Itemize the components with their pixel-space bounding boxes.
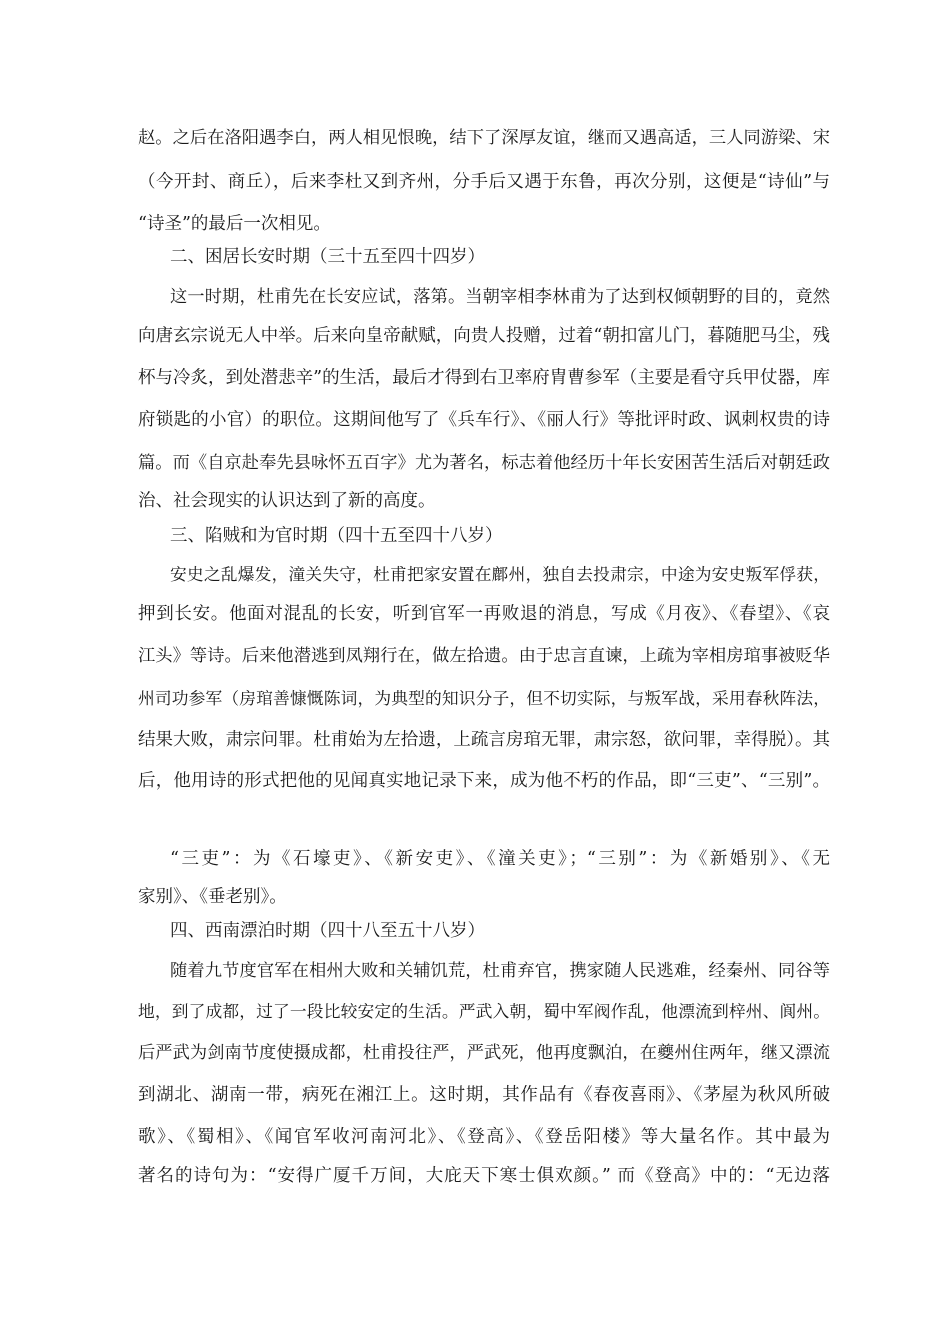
- section-heading-changan: 二、困居长安时期（三十五至四十四岁）: [170, 247, 485, 267]
- paragraph-xinan-line: 随着九节度官军在相州大败和关辅饥荒，杜甫弃官，携家随人民逃难，经秦州、同谷等: [170, 961, 830, 981]
- section-heading-xianzei: 三、陷贼和为官时期（四十五至四十八岁）: [170, 526, 503, 546]
- paragraph-xinan-line: 后严武为剑南节度使摄成都，杜甫投往严，严武死，他再度飘泊，在夔州住两年，继又漂流: [138, 1043, 830, 1063]
- paragraph-xianzei-line: 安史之乱爆发，潼关失守，杜甫把家安置在鄜州，独自去投肃宗，中途为安史叛军俘获，: [170, 564, 830, 584]
- paragraph-xianzei-line: 押到长安。他面对混乱的长安，听到官军一再败退的消息，写成《月夜》、《春望》、《哀: [138, 604, 830, 624]
- paragraph-xianzei-line: 后，他用诗的形式把他的见闻真实地记录下来，成为他不朽的作品，即“三吏”、“三别”。: [138, 771, 830, 791]
- paragraph-intro-line: （今开封、商丘），后来李杜又到齐州，分手后又遇于东鲁，再次分别，这便是“诗仙”与: [138, 172, 830, 192]
- section-heading-xinan: 四、西南漂泊时期（四十八至五十八岁）: [170, 921, 485, 941]
- paragraph-xianzei-line: 江头》等诗。后来他潜逃到凤翔行在，做左拾遗。由于忠言直谏，上疏为宰相房琯事被贬华: [138, 646, 830, 666]
- paragraph-xinan-line: 地，到了成都，过了一段比较安定的生活。严武入朝，蜀中军阀作乱，他漂流到梓州、阆州。: [138, 1001, 830, 1021]
- paragraph-changan-line: 杯与冷炙，到处潜悲辛”的生活，最后才得到右卫率府胄曹参军（主要是看守兵甲仗器，库: [138, 368, 830, 388]
- paragraph-changan-line: 府锁匙的小官）的职位。这期间他写了《兵车行》、《丽人行》等批评时政、讽刺权贵的诗: [138, 410, 830, 430]
- paragraph-intro-line: “诗圣”的最后一次相见。: [138, 214, 331, 234]
- paragraph-sanli-line: 家别》、《垂老别》。: [138, 887, 287, 907]
- paragraph-changan-line: 治、社会现实的认识达到了新的高度。: [138, 491, 436, 511]
- paragraph-xinan-line: 歌》、《蜀相》、《闻官军收河南河北》、《登高》、《登岳阳楼》等大量名作。其中最为: [138, 1127, 830, 1147]
- paragraph-changan-line: 向唐玄宗说无人中举。后来向皇帝献赋，向贵人投赠，过着“朝扣富儿门，暮随肥马尘，残: [138, 326, 830, 346]
- paragraph-xianzei-line: 结果大败，肃宗问罪。杜甫始为左拾遗，上疏言房琯无罪，肃宗怒，欲问罪，幸得脱）。其: [138, 730, 830, 750]
- paragraph-sanli-line: “三吏”：为《石壕吏》、《新安吏》、《潼关吏》；“三别”：为《新婚别》、《无: [170, 849, 830, 869]
- paragraph-xinan-line: 到湖北、湖南一带，病死在湘江上。这时期，其作品有《春夜喜雨》、《茅屋为秋风所破: [138, 1085, 830, 1105]
- paragraph-changan-line: 这一时期，杜甫先在长安应试，落第。当朝宰相李林甫为了达到权倾朝野的目的，竟然: [170, 287, 830, 307]
- paragraph-intro-line: 赵。之后在洛阳遇李白，两人相见恨晚，结下了深厚友谊，继而又遇高适，三人同游梁、宋: [138, 128, 830, 148]
- paragraph-xianzei-line: 州司功参军（房琯善慷慨陈词，为典型的知识分子，但不切实际，与叛军战，采用春秋阵法，: [138, 688, 830, 708]
- paragraph-changan-line: 篇。而《自京赴奉先县咏怀五百字》尤为著名，标志着他经历十年长安困苦生活后对朝廷政: [138, 453, 830, 473]
- paragraph-xinan-line: 著名的诗句为：“安得广厦千万间，大庇天下寒士俱欢颜。” 而《登高》中的：“无边落: [138, 1166, 830, 1186]
